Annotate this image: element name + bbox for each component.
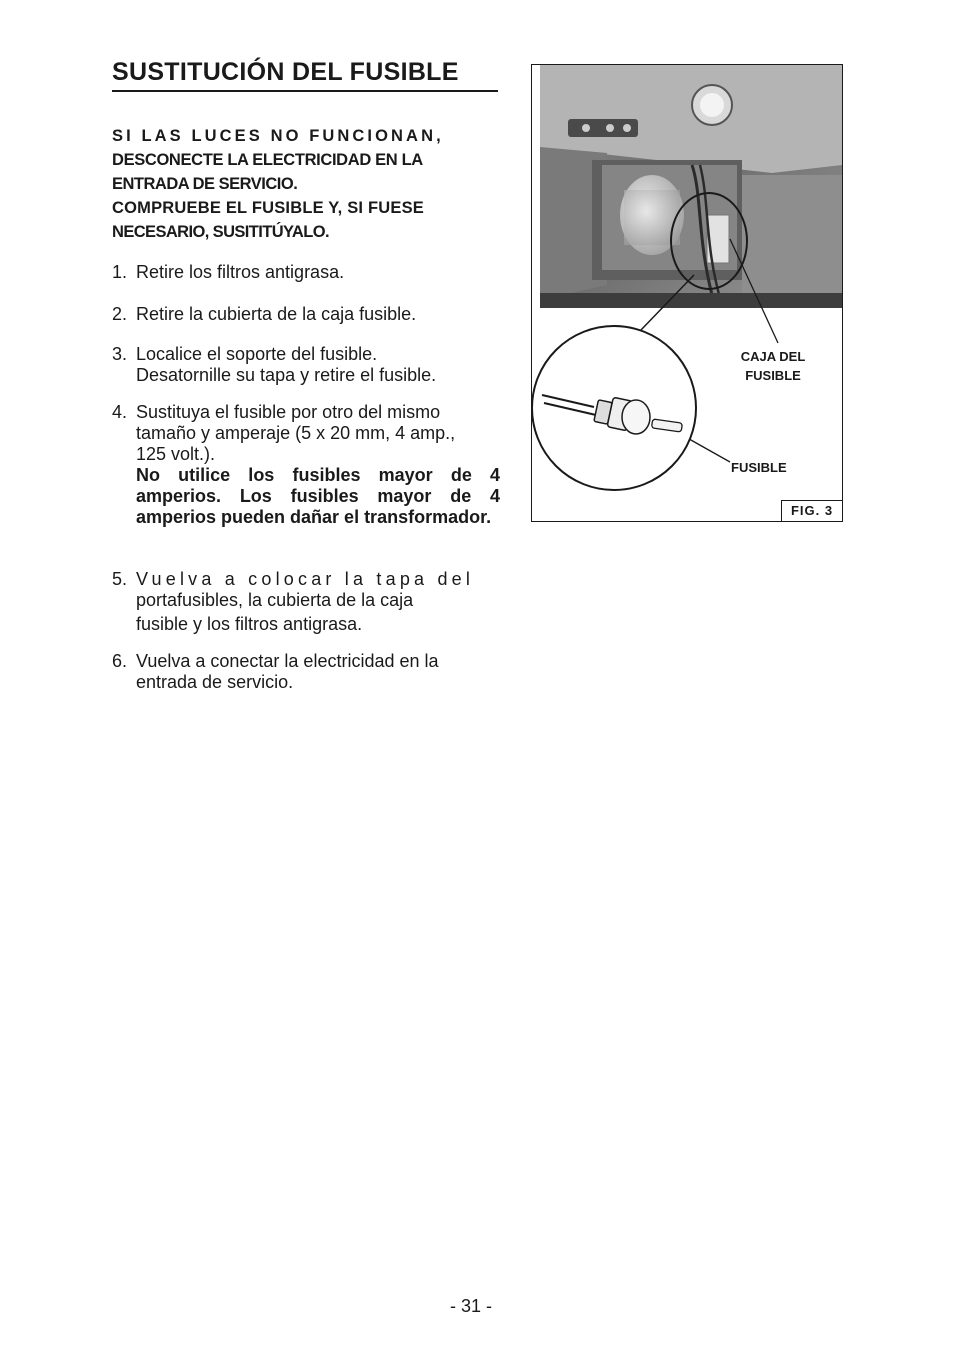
step-text: Sustituya el fusible por otro del mismo	[136, 402, 441, 422]
step-number: 6.	[112, 651, 128, 671]
page-number: - 31 -	[450, 1296, 493, 1316]
warning-line: NECESARIO, SUSITITÚYALO.	[112, 223, 329, 241]
step-text: Localice el soporte del fusible.	[136, 344, 378, 364]
step-5	[112, 569, 500, 635]
fuse-location-illustration	[532, 65, 842, 521]
fuse-box-label-line: CAJA DEL	[740, 349, 806, 364]
step-number: 2.	[112, 304, 128, 324]
fuse-box-label-line: FUSIBLE	[745, 368, 801, 383]
step-text: tamaño y amperaje (5 x 20 mm, 4 amp.,	[136, 423, 456, 443]
step-text: portafusibles, la cubierta de la caja	[136, 590, 414, 610]
step-number: 3.	[112, 344, 128, 364]
step-text: 125 volt.).	[136, 444, 216, 464]
step-3	[112, 344, 500, 386]
step-2	[112, 304, 500, 325]
step-note: No utilice los fusibles mayor de 4 amperios. Los fusibles mayor de 4 amperios pueden dañar el transformador.	[136, 465, 500, 527]
step-text: Desatornille su tapa y retire el fusible.	[136, 365, 437, 385]
step-text: Vuelva a colocar la tapa del	[136, 569, 475, 589]
step-1	[112, 262, 500, 283]
hood-photo	[540, 65, 842, 308]
step-number: 1.	[112, 262, 128, 282]
step-number: 4.	[112, 402, 128, 422]
warning-block	[112, 124, 499, 244]
warning-line: ENTRADA DE SERVICIO.	[112, 175, 298, 193]
warning-line: COMPRUEBE EL FUSIBLE Y, SI FUESE	[112, 199, 425, 217]
step-text: fusible y los filtros antigrasa.	[136, 614, 363, 634]
step-6	[112, 651, 500, 693]
page-title: SUSTITUCIÓN DEL FUSIBLE	[112, 58, 498, 92]
step-number: 5.	[112, 569, 128, 589]
fuse-detail-circle	[532, 326, 696, 490]
warning-line: DESCONECTE LA ELECTRICIDAD EN LA	[112, 151, 423, 169]
step-text: Retire los filtros antigrasa.	[136, 262, 345, 282]
fuse-box-label	[728, 347, 818, 385]
fuse-label: FUSIBLE	[731, 460, 787, 475]
warning-line: SI LAS LUCES NO FUNCIONAN,	[112, 127, 444, 145]
figure-number: FIG. 3	[781, 500, 843, 522]
step-4	[112, 402, 500, 528]
step-text: entrada de servicio.	[136, 672, 294, 692]
step-text: Retire la cubierta de la caja fusible.	[136, 304, 417, 324]
step-text: Vuelva a conectar la electricidad en la	[136, 651, 439, 671]
figure-3	[531, 64, 843, 522]
